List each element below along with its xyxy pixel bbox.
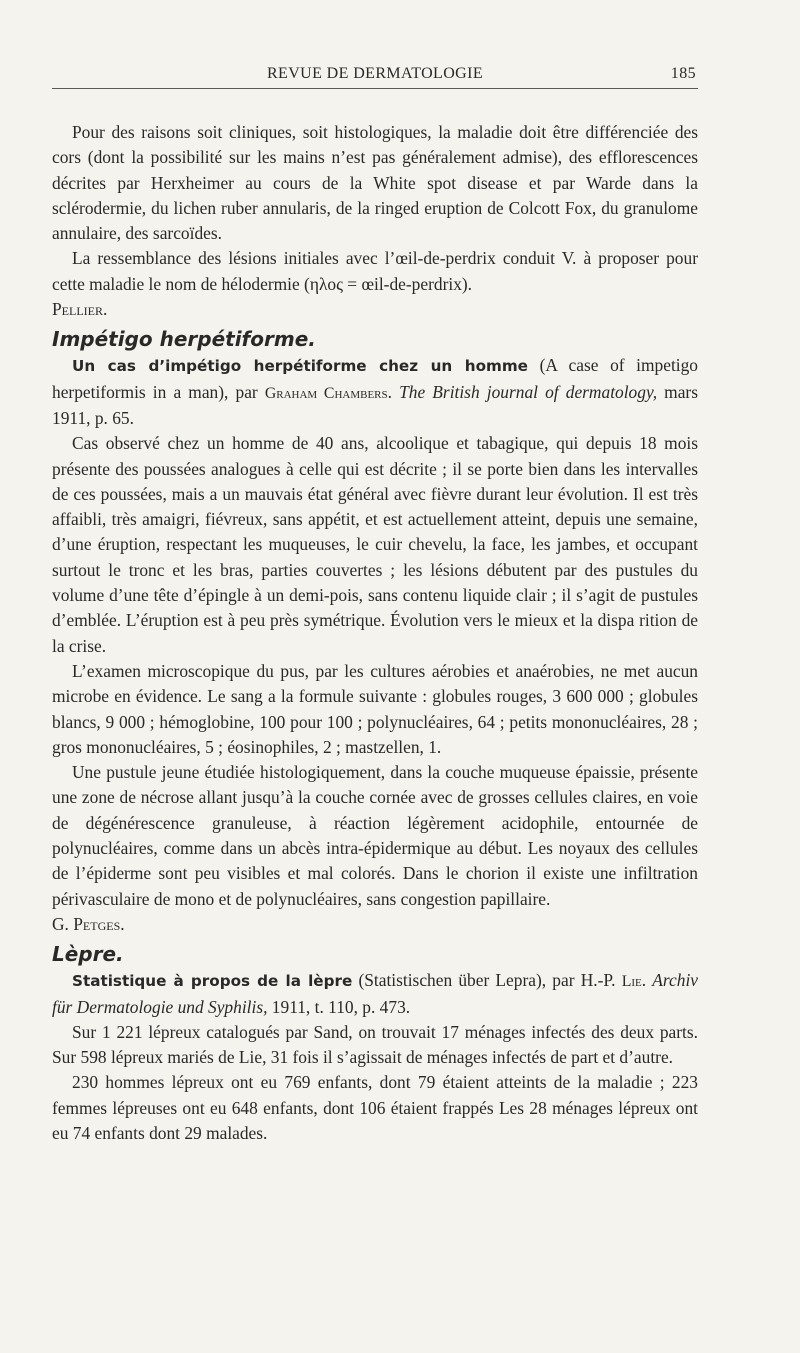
reference-lepre bbox=[52, 968, 698, 1020]
running-title: REVUE DE DERMATOLOGIE bbox=[266, 65, 484, 82]
reference-impetigo bbox=[52, 353, 698, 431]
signature-petges: G. Petges. bbox=[52, 913, 125, 934]
reference-impetigo-bold: Un cas d’impétigo herpétiforme chez un homme bbox=[72, 357, 528, 376]
reference-lepre-text-1: (Statistischen über Lepra), par H.-P. bbox=[352, 970, 622, 991]
paragraph-7: 230 hommes lépreux ont eu 769 enfants, dont 79 étaient atteints de la maladie ; 223 femmes lépreuses ont eu 648 enfants, dont 106 étaient frappés Les 28 ménages lépreux ont eu 74 enfants dont 29 malades. bbox=[52, 1072, 698, 1143]
signature-pellier: Pellier. bbox=[52, 299, 108, 320]
reference-impetigo-text-3: mars 1911, p. 65. bbox=[52, 381, 698, 428]
reference-lepre-text-2: . bbox=[641, 970, 653, 991]
reference-lepre-bold: Statistique à propos de la lèpre bbox=[72, 972, 353, 991]
reference-impetigo-journal: The British journal of dermatology, bbox=[399, 381, 658, 402]
reference-lepre-author: Lie bbox=[621, 973, 642, 991]
reference-impetigo-text-2: . bbox=[387, 381, 400, 402]
reference-impetigo-text-1: (A case of impetigo herpetiformis in a man), par bbox=[52, 355, 698, 402]
page-content bbox=[52, 120, 698, 1146]
paragraph-6: Sur 1 221 lépreux catalogués par Sand, on trouvait 17 ménages infectés des deux parts. Sur 598 lépreux mariés de Lie, 31 fois il s’agissait de ménages infectés de part et d’autre. bbox=[52, 1021, 698, 1068]
reference-lepre-text-3: 1911, t. 110, p. 473. bbox=[267, 996, 411, 1017]
running-header bbox=[52, 58, 698, 89]
section-title-impetigo: Impétigo herpétiforme. bbox=[52, 327, 316, 352]
page-number: 185 bbox=[670, 65, 696, 82]
paragraph-5: Une pustule jeune étudiée histologiquement, dans la couche muqueuse épaissie, présente une zone de nécrose allant jusqu’à la couche cornée avec de grosses cellules claires, en voie de dégénérescence granuleuse, à réaction légèrement acidophile, entournée de polynucléaires, comme dans un abcès intra-épidermique au début. Les noyaux des cellules de l’épiderme sont peu visibles et mal colorés. Dans le chorion il existe une infiltration périvasculaire de mono et de polynucléaires, sans congestion papillaire. bbox=[52, 762, 698, 909]
document-page bbox=[52, 58, 698, 1278]
paragraph-2: La ressemblance des lésions initiales avec l’œil-de-perdrix conduit V. à proposer pour cette maladie le nom de hélodermie (ηλος = œil-de-perdrix). bbox=[52, 248, 698, 294]
reference-impetigo-author: Graham Chambers bbox=[264, 384, 388, 402]
paragraph-3: Cas observé chez un homme de 40 ans, alcoolique et tabagique, qui depuis 18 mois présente des poussées analogues à celle qui est décrite ; il se porte bien dans les intervalles de ces poussées, mais a un mauvais état général avec fièvre durant leur évolution. Il est très affaibli, très amaigri, fiévreux, sans appétit, et est actuellement atteint, depuis une semaine, d’une éruption, respectant les muqueuses, le cuir chevelu, la face, les jambes, et occupant surtout le tronc et les bras, parties couvertes ; les lésions débutent par des pustules du volume d’une tête d’épingle à un demi-pois, sans contenu liquide clair ; il s’agit de pustules d’emblée. L’éruption est à peu près symétrique. Évolution vers le mieux et la dispa rition de la crise. bbox=[52, 433, 698, 656]
paragraph-4: L’examen microscopique du pus, par les cultures aérobies et anaérobies, ne met aucun microbe en évidence. Le sang a la formule suivante : globules rouges, 3 600 000 ; globules blancs, 9 000 ; hémoglobine, 100 pour 100 ; polynucléaires, 64 ; petits mononucléaires, 28 ; gros mononucléaires, 5 ; éosinophiles, 2 ; mastzellen, 1. bbox=[52, 660, 698, 757]
paragraph-1: Pour des raisons soit cliniques, soit histologiques, la maladie doit être différenciée des cors (dont la possibilité sur les mains n’est pas généralement admise), des efflorescences décrites par Herxheimer au cours de la White spot disease et par Warde dans la sclérodermie, du lichen ruber annularis, de la ringed eruption de Colcott Fox, du granulome annulaire, des sarcoïdes. bbox=[52, 122, 698, 244]
section-title-lepre: Lèpre. bbox=[52, 942, 124, 967]
reference-lepre-journal: Archiv für Dermatologie und Syphilis, bbox=[52, 970, 698, 1017]
